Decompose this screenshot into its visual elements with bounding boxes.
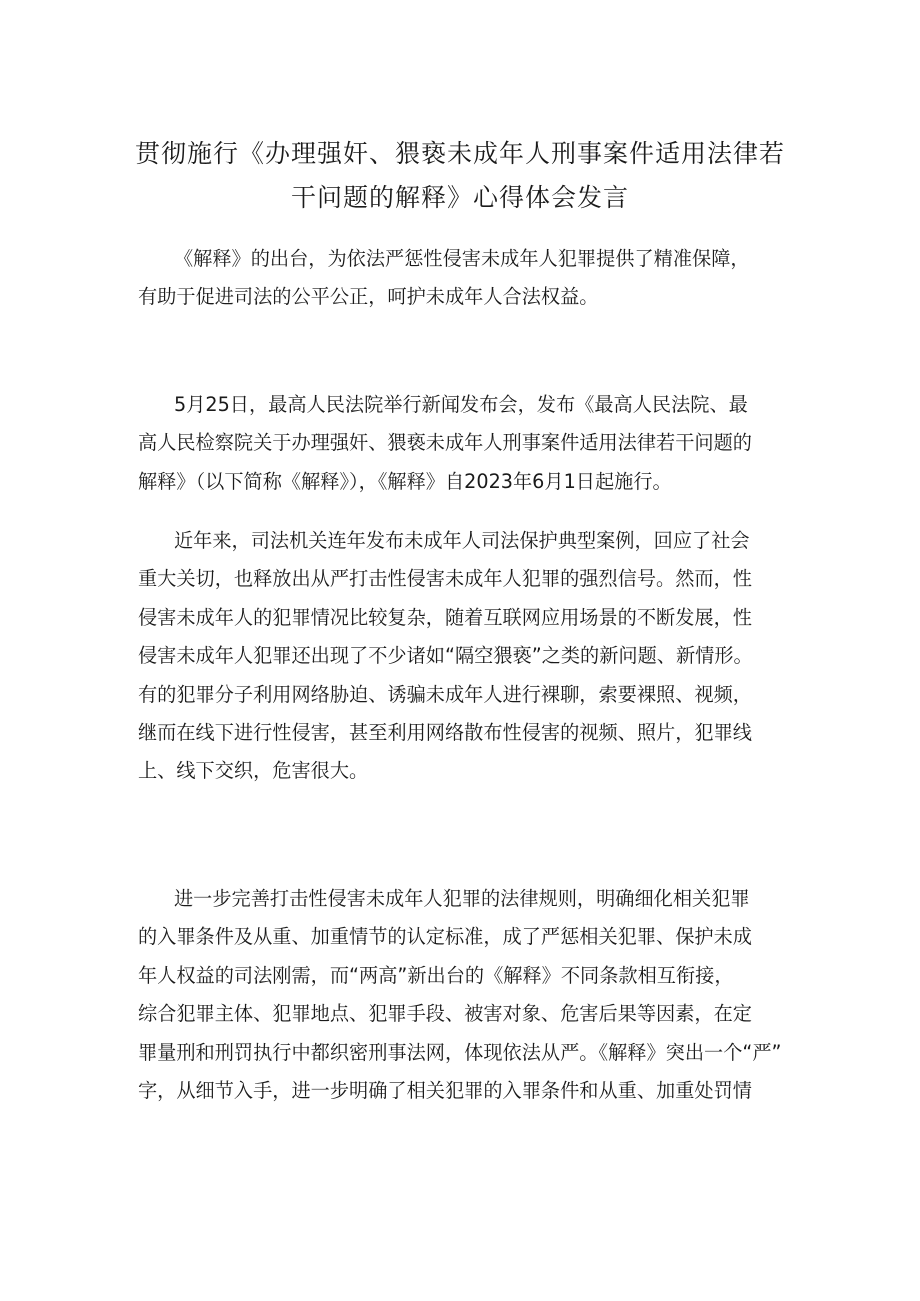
text-line: 的入罪条件及从重、加重情节的认定标准，成了严惩相关犯罪、保护未成 xyxy=(138,925,752,949)
text-line: 有的犯罪分子利用网络胁迫、诱骗未成年人进行裸聊，索要裸照、视频， xyxy=(138,682,752,706)
text-line: 《解释》的出台，为依法严惩性侵害未成年人犯罪提供了精准保障， xyxy=(174,247,750,270)
paragraph-release xyxy=(138,386,788,501)
text-line: 近年来，司法机关连年发布未成年人司法保护典型案例，回应了社会 xyxy=(174,529,750,552)
text-line: 侵害未成年人犯罪还出现了不少诸如“隔空猥亵”之类的新问题、新情形。 xyxy=(138,644,753,668)
text-line: 有助于促进司法的公平公正，呵护未成年人合法权益。 xyxy=(138,285,599,309)
paragraph-analysis xyxy=(138,880,788,1110)
text-line: 综合犯罪主体、犯罪地点、犯罪手段、被害对象、危害后果等因素，在定 xyxy=(138,1002,752,1026)
text-line: 字，从细节入手，进一步明确了相关犯罪的入罪条件和从重、加重处罚情 xyxy=(138,1079,752,1103)
text-line: 解释》（以下简称《解释》），《解释》自2023年6月1日起施行。 xyxy=(138,469,672,493)
text-line: 5月25日，最高人民法院举行新闻发布会，发布《最高人民法院、最 xyxy=(174,393,748,416)
text-line: 进一步完善打击性侵害未成年人犯罪的法律规则，明确细化相关犯罪 xyxy=(174,887,750,910)
text-line: 上、线下交织，危害很大。 xyxy=(138,759,369,783)
document-title xyxy=(130,132,790,220)
text-line: 重大关切，也释放出从严打击性侵害未成年人犯罪的强烈信号。然而，性 xyxy=(138,567,752,591)
text-line: 罪量刑和刑罚执行中都织密刑事法网，体现依法从严。《解释》突出一个“严” xyxy=(138,1040,782,1064)
title-line: 干问题的解释》心得体会发言 xyxy=(290,183,629,212)
title-line: 贯彻施行《办理强奸、猥亵未成年人刑事案件适用法律若 xyxy=(134,139,785,168)
text-line: 侵害未成年人的犯罪情况比较复杂，随着互联网应用场景的不断发展，性 xyxy=(138,605,752,629)
text-line: 高人民检察院关于办理强奸、猥亵未成年人刑事案件适用法律若干问题的 xyxy=(138,431,752,455)
text-line: 年人权益的司法刚需，而“两高”新出台的《解释》不同条款相互衔接， xyxy=(138,963,734,987)
text-line: 继而在线下进行性侵害，甚至利用网络散布性侵害的视频、照片，犯罪线 xyxy=(138,721,752,745)
paragraph-intro xyxy=(138,240,788,317)
paragraph-background xyxy=(138,522,788,791)
